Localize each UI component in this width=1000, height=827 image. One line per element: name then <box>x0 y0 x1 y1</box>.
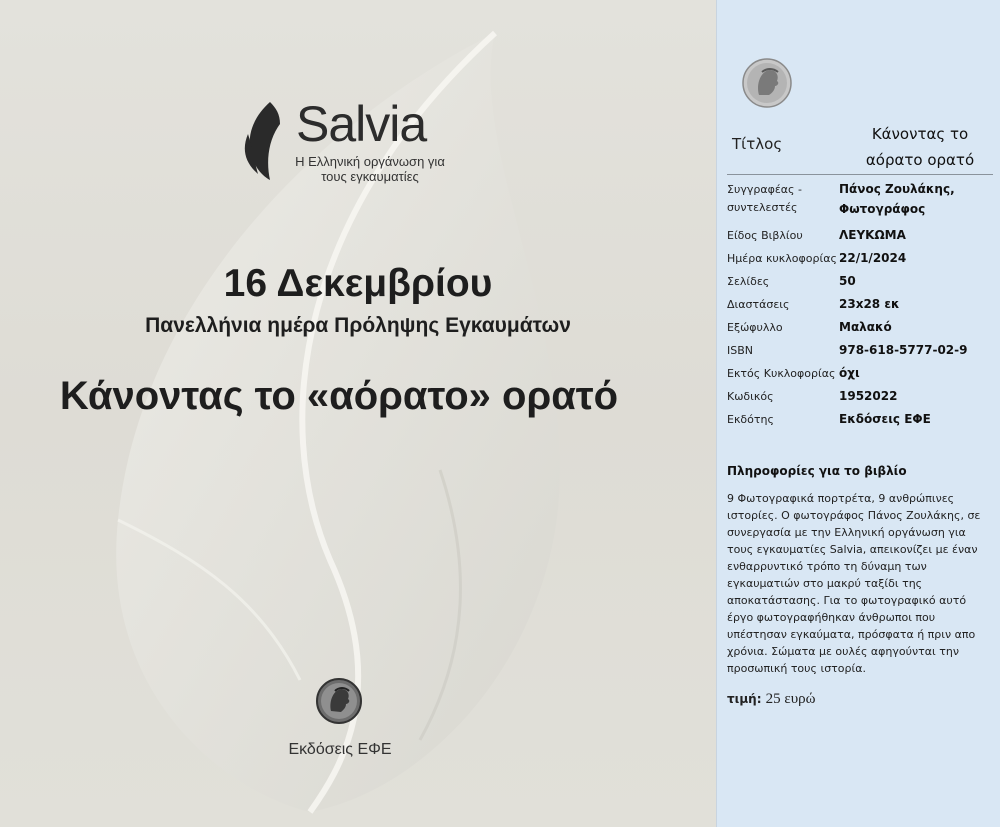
price-value: 25 ευρώ <box>765 691 816 707</box>
cover-date: 16 Δεκεμβρίου <box>223 262 493 305</box>
detail-row <box>727 409 999 437</box>
cover-subtitle: Πανελλήνια ημέρα Πρόληψης Εγκαυμάτων <box>145 314 571 337</box>
salvia-logo-text: Salvia <box>296 96 427 152</box>
title-label: Τίτλος <box>732 135 783 153</box>
detail-row <box>727 271 999 294</box>
detail-row <box>727 317 999 340</box>
detail-row <box>727 225 999 248</box>
detail-row <box>727 179 999 225</box>
title-value: Κάνοντας το αόρατο ορατό <box>865 125 975 169</box>
price-label: τιμή: <box>727 692 762 706</box>
divider <box>727 174 993 175</box>
detail-row <box>727 386 999 409</box>
cover-title: Κάνοντας το «αόρατο» ορατό <box>59 374 619 418</box>
detail-row <box>727 340 999 363</box>
detail-label: Ημέρα κυκλοφορίας <box>727 252 837 265</box>
cover-publisher: Εκδόσεις ΕΦΕ <box>288 741 392 758</box>
detail-value: ΛΕΥΚΩΜΑ <box>839 228 906 242</box>
salvia-leaf-icon <box>240 100 292 182</box>
detail-label: Διαστάσεις <box>727 298 790 311</box>
detail-row <box>727 363 999 386</box>
detail-value: 22/1/2024 <box>839 251 907 265</box>
detail-label: ISBN <box>727 344 754 357</box>
detail-value: 1952022 <box>839 389 898 403</box>
detail-row <box>727 294 999 317</box>
detail-label: Συγγραφέας - συντελεστές <box>727 183 802 214</box>
detail-value: όχι <box>839 366 860 380</box>
salvia-tagline: Η Ελληνική οργάνωση για τους εγκαυματίες <box>295 154 445 184</box>
coin-emblem-icon <box>315 677 363 725</box>
info-heading: Πληροφορίες για το βιβλίο <box>727 464 907 478</box>
book-details-table <box>727 179 999 437</box>
detail-label: Κωδικός <box>727 390 774 403</box>
detail-label: Εκδότης <box>727 413 774 426</box>
detail-label: Εκτός Κυκλοφορίας <box>727 367 836 380</box>
detail-value: 50 <box>839 274 856 288</box>
detail-value: 978-618-5777-02-9 <box>839 343 968 357</box>
info-text: 9 Φωτογραφικά πορτρέτα, 9 ανθρώπινες ιστορίες. Ο φωτογράφος Πάνος Ζουλάκης, σε συνεργασία με την Ελληνική οργάνωση για τους εγκαυματίες Salvia, απεικονίζει με έναν ενθαρρυντικό τρόπο τη δύναμη των εγκαυματιών στο μακρύ ταξίδι της αποκατάστασης. Για το φωτογραφικό αυτό έργο φωτογραφήθηκαν άνθρωποι που υπέστησαν εγκαύματα, πρόσφατα ή πριν απο χρόνια. Σώματα με ουλές αφηγούνται την προσωπική τους ιστορία. <box>727 492 981 675</box>
price <box>727 691 816 708</box>
book-info-panel <box>716 0 1000 827</box>
detail-value: Μαλακό <box>839 320 892 334</box>
detail-label: Είδος Βιβλίου <box>727 229 803 242</box>
detail-label: Εξώφυλλο <box>727 321 783 334</box>
detail-row <box>727 248 999 271</box>
coin-emblem-icon <box>741 57 793 109</box>
detail-value: 23x28 εκ <box>839 297 900 311</box>
detail-value: Πάνος Ζουλάκης, Φωτογράφος <box>839 182 955 216</box>
detail-label: Σελίδες <box>727 275 770 288</box>
detail-value: Εκδόσεις ΕΦΕ <box>839 412 931 426</box>
